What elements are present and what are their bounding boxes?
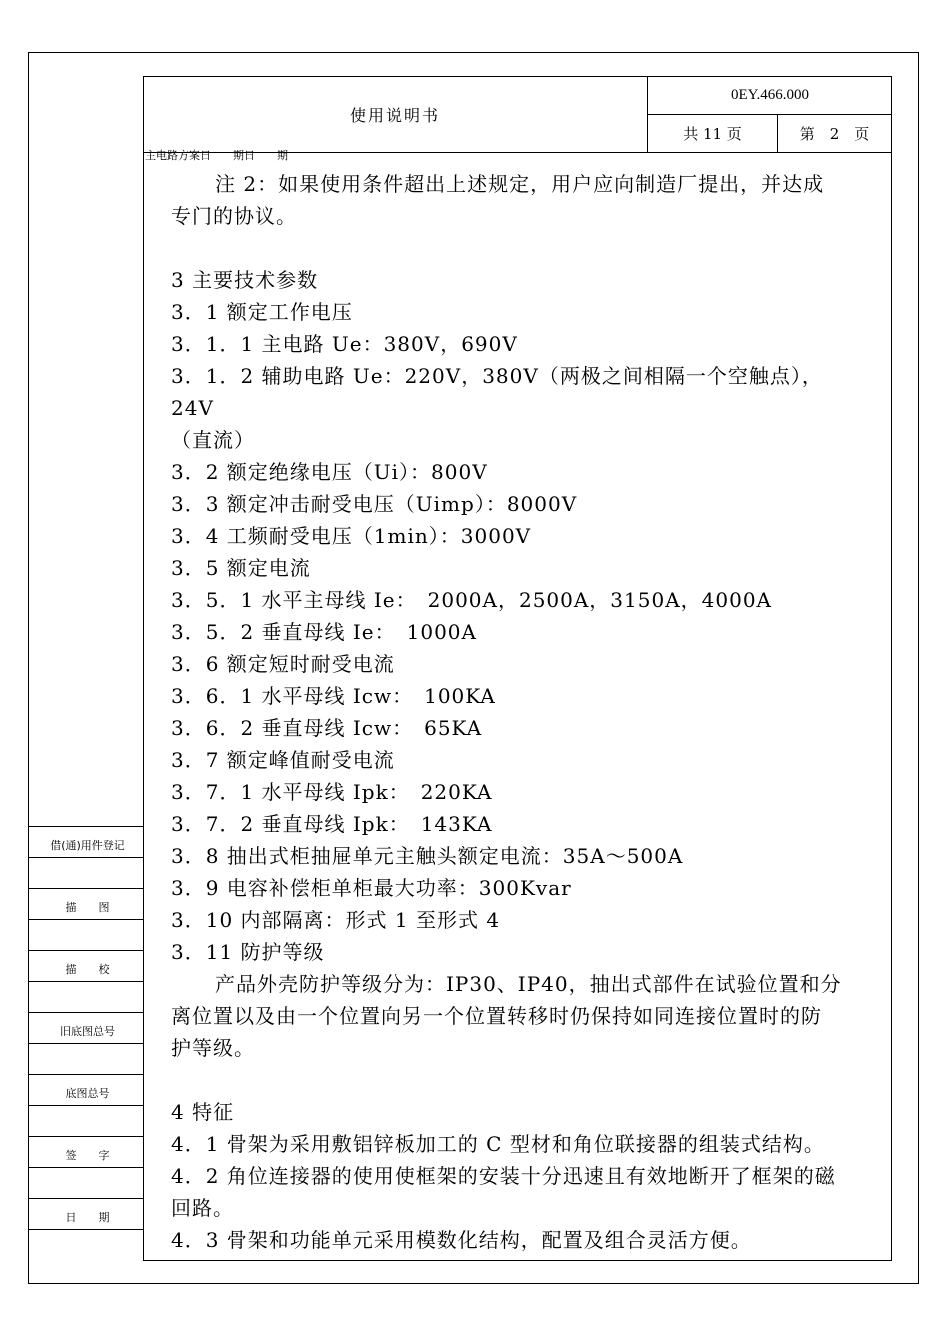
side-label: 描 校 <box>65 963 110 976</box>
body-paragraph: 3．10 内部隔离：形式 1 至形式 4 <box>171 908 501 932</box>
body-paragraph: 4 特征 <box>171 1100 235 1124</box>
side-label: 底图总号 <box>65 1087 110 1100</box>
side-blank-cell <box>28 1105 143 1136</box>
body-paragraph: 3．4 工频耐受电压（1min）：3000V <box>171 524 532 548</box>
body-paragraph: 4．2 角位连接器的使用使框架的安装十分迅速且有效地断开了框架的磁 <box>171 1164 836 1188</box>
body-paragraph: 专门的协议。 <box>171 204 297 228</box>
side-label-cell <box>28 888 143 919</box>
side-label: 签 字 <box>65 1149 110 1162</box>
revision-side-table <box>28 826 143 1260</box>
side-label-cell <box>28 1136 143 1167</box>
side-label-cell <box>28 950 143 981</box>
total-pages: 共 11 页 <box>648 115 778 152</box>
side-blank-cell <box>28 1167 143 1198</box>
side-label-cell <box>28 1012 143 1043</box>
body-paragraph: 3．5．2 垂直母线 Ie： 1000A <box>171 620 477 644</box>
body-paragraph: 3．1 额定工作电压 <box>171 300 353 324</box>
body-paragraph: 3．7．2 垂直母线 Ipk： 143KA <box>171 812 493 836</box>
side-blank-cell <box>28 981 143 1012</box>
body-paragraph: 3．5．1 水平主母线 Ie： 2000A，2500A，3150A，4000A <box>171 588 772 612</box>
side-label-cell <box>28 1074 143 1105</box>
blank-line <box>171 232 865 264</box>
side-label: 日 期 <box>65 1211 110 1224</box>
side-blank-cell <box>28 919 143 950</box>
header-subline: 主电路方案日 期日 期 <box>145 149 288 162</box>
body-paragraph: 3．5 额定电流 <box>171 556 311 580</box>
sheet-number: 第 2 页 <box>799 125 870 143</box>
side-label-cell <box>28 826 143 857</box>
side-label: 借(通)用件登记 <box>50 839 125 852</box>
body-paragraph: （直流） <box>171 428 255 452</box>
side-blank-cell <box>28 1229 143 1260</box>
side-blank-cell <box>28 1043 143 1074</box>
body-paragraph: 3．1．2 辅助电路 Ue：220V，380V（两极之间相隔一个空触点），24V <box>171 364 823 420</box>
blank-line <box>171 1064 865 1096</box>
body-paragraph: 3．6．1 水平母线 Icw： 100KA <box>171 684 496 708</box>
body-paragraph: 离位置以及由一个位置向另一个位置转移时仍保持如同连接位置时的防 <box>171 1004 822 1028</box>
body-paragraph: 3．6 额定短时耐受电流 <box>171 652 395 676</box>
document-title: 使用说明书 <box>349 106 440 125</box>
body-paragraph: 3．7 额定峰值耐受电流 <box>171 748 395 772</box>
document-body <box>171 168 865 1256</box>
side-label: 旧底图总号 <box>60 1025 115 1038</box>
body-paragraph: 4．3 骨架和功能单元采用模数化结构，配置及组合灵活方便。 <box>171 1228 752 1252</box>
body-paragraph: 3．8 抽出式柜抽屉单元主触头额定电流：35A～500A <box>171 844 684 868</box>
body-paragraph: 3．2 额定绝缘电压（Ui）：800V <box>171 460 488 484</box>
body-paragraph: 3 主要技术参数 <box>171 268 319 292</box>
body-paragraph: 3．9 电容补偿柜单柜最大功率：300Kvar <box>171 876 572 900</box>
body-paragraph: 4．1 骨架为采用敷铝锌板加工的 C 型材和角位联接器的组装式结构。 <box>171 1132 825 1156</box>
side-label-cell <box>28 1198 143 1229</box>
body-paragraph: 3．1．1 主电路 Ue：380V，690V <box>171 332 518 356</box>
title-block-right <box>647 77 892 152</box>
body-paragraph: 3．7．1 水平母线 Ipk： 220KA <box>171 780 493 804</box>
body-paragraph: 3．6．2 垂直母线 Icw： 65KA <box>171 716 483 740</box>
body-paragraph: 护等级。 <box>171 1036 255 1060</box>
body-paragraph: 回路。 <box>171 1196 234 1220</box>
side-blank-cell <box>28 857 143 888</box>
body-paragraph: 3．11 防护等级 <box>171 940 325 964</box>
document-number: 0EY.466.000 <box>648 77 892 115</box>
side-label: 描 图 <box>65 901 110 914</box>
title-block <box>143 76 892 153</box>
body-paragraph: 注 2：如果使用条件超出上述规定，用户应向制造厂提出，并达成 <box>215 172 825 196</box>
body-paragraph: 3．3 额定冲击耐受电压（Uimp）：8000V <box>171 492 578 516</box>
body-paragraph: 产品外壳防护等级分为：IP30、IP40，抽出式部件在试验位置和分 <box>215 972 842 996</box>
